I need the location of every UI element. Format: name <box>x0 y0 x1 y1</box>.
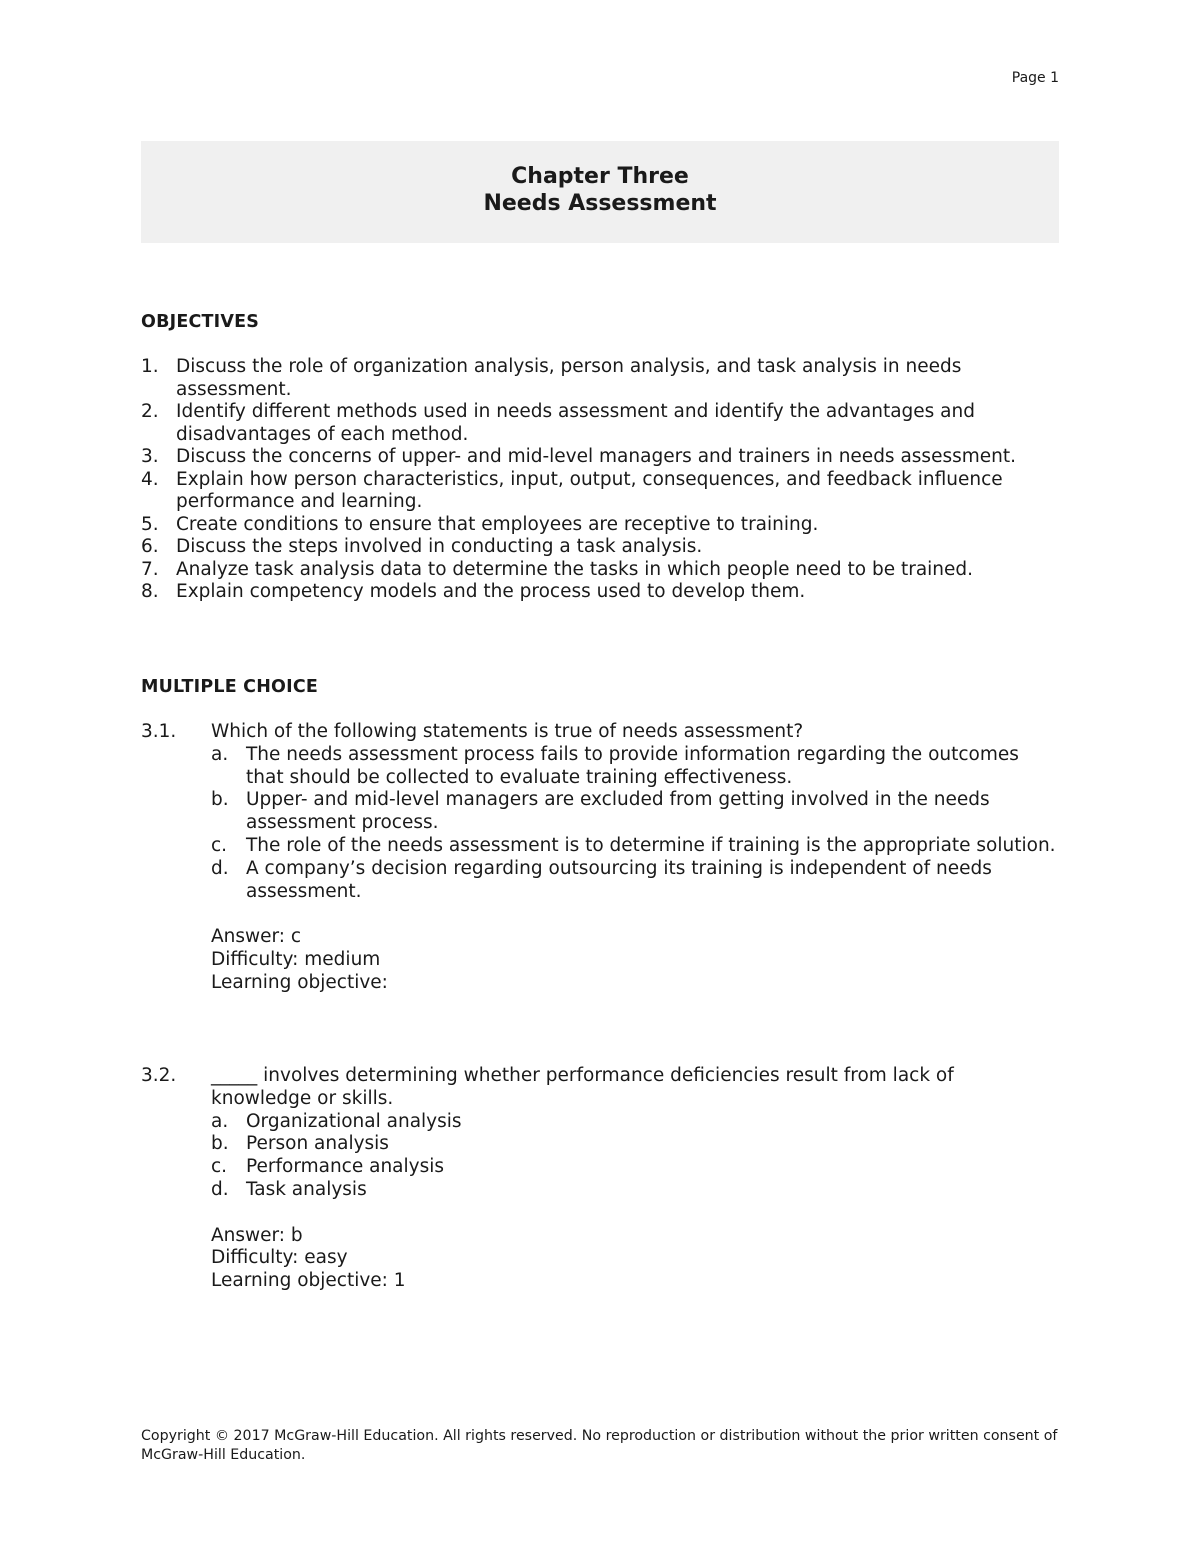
question-number: 3.2. <box>141 1065 177 1086</box>
question-text: Which of the following statements is true of needs assessment? <box>211 721 804 742</box>
multiple-choice-heading: MULTIPLE CHOICE <box>141 677 319 697</box>
choice-item: a. The needs assessment process fails to provide information regarding the outcomes that should be collected to evaluate training effectiveness. <box>211 743 1019 788</box>
answer: Answer: b <box>211 1224 303 1246</box>
question-number: 3.1. <box>141 721 177 742</box>
question-text: _____ involves determining whether performance deficiencies result from lack of knowledge or skills. <box>211 1065 954 1109</box>
objective-item: 4. Explain how person characteristics, input, output, consequences, and feedback influence performance and learning. <box>141 468 1003 512</box>
choice-item: d. Task analysis <box>211 1178 367 1200</box>
objective-item: 8. Explain competency models and the process used to develop them. <box>141 581 806 602</box>
choice-list <box>211 744 1059 904</box>
objective-item: 5. Create conditions to ensure that employees are receptive to training. <box>141 513 819 535</box>
difficulty: Difficulty: medium <box>211 948 381 970</box>
learning-objective: Learning objective: <box>211 971 388 993</box>
answer: Answer: c <box>211 926 302 948</box>
copyright-footer: Copyright © 2017 McGraw-Hill Education. All rights reserved. No reproduction or distribution without the prior written consent of McGraw-Hill Education. <box>141 1428 1058 1463</box>
choice-item: b. Person analysis <box>211 1133 389 1155</box>
question-3-1 <box>141 721 1059 995</box>
page-number: Page 1 <box>1011 70 1059 86</box>
difficulty: Difficulty: easy <box>211 1247 348 1269</box>
objective-item: 7. Analyze task analysis data to determine the tasks in which people need to be trained. <box>141 558 974 580</box>
objective-item: 3. Discuss the concerns of upper- and mid-level managers and trainers in needs assessment. <box>141 446 1016 467</box>
choice-item: c. The role of the needs assessment is to determine if training is the appropriate solution. <box>211 834 1056 856</box>
question-3-2 <box>141 1065 1059 1293</box>
choice-item: d. A company’s decision regarding outsourcing its training is independent of needs assessment. <box>211 857 992 902</box>
choice-list <box>211 1111 1059 1202</box>
objectives-heading: OBJECTIVES <box>141 312 260 332</box>
learning-objective: Learning objective: 1 <box>211 1270 406 1292</box>
objective-item: 2. Identify different methods used in needs assessment and identify the advantages and disadvantages of each method. <box>141 401 975 445</box>
choice-item: b. Upper- and mid-level managers are excluded from getting involved in the needs assessment process. <box>211 789 990 834</box>
objective-item: 6. Discuss the steps involved in conducting a task analysis. <box>141 536 703 557</box>
choice-item: c. Performance analysis <box>211 1156 445 1178</box>
chapter-title-box <box>141 141 1059 243</box>
chapter-title: Chapter Three <box>511 164 689 189</box>
choice-item: a. Organizational analysis <box>211 1110 462 1132</box>
chapter-subtitle: Needs Assessment <box>483 191 717 216</box>
objective-item: 1. Discuss the role of organization analysis, person analysis, and task analysis in needs assessment. <box>141 356 962 400</box>
objectives-list <box>141 356 1059 604</box>
